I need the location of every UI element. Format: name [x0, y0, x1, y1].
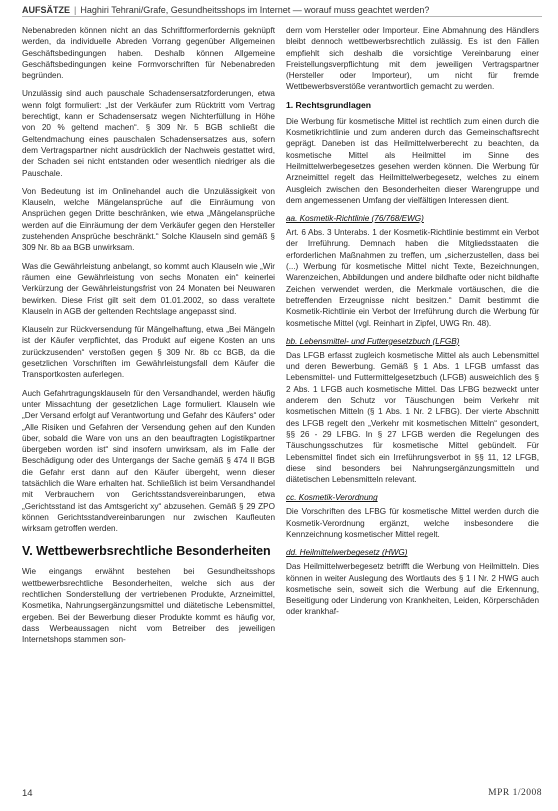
paragraph: Was die Gewährleistung anbelangt, so kommt auch Klauseln wie „Wir räumen eine Gewährleistung von sechs Monaten ein“ keinerlei Verkürzung der Gewährleistungsfrist von 24 Monaten bei Neuwaren bewirken. Diese Frist gilt seit dem 01.01.2002, so dass veraltete Klauseln in AGB der geltenden Rechtslage angepasst sind. [22, 261, 275, 316]
paragraph: Die Vorschriften des LFBG für kosmetische Mittel werden durch die Kosmetik-Verordnung ergänzt, welche insbesondere die Kennzeichnung kosmetischer Mittel regelt. [286, 507, 539, 539]
section-label: AUFSÄTZE [22, 5, 70, 15]
paragraph: Wie eingangs erwähnt bestehen bei Gesundheitsshops wettbewerbsrechtliche Besonderheiten, welche sich aus der rechtlichen Sonderstellung der vertriebenen Produkte, Arzneimittel, Kosmetika, Nahrungsergänzungsmittel und diätetische Lebensmittel, ergeben. Bei der Bewerbung dieser Produkte kommt es häufig vor, dass Werbeaussagen nicht vom Betreiber des jeweiligen Internetshops stammen son- [22, 567, 275, 645]
right-column [286, 25, 539, 780]
section-heading: V. Wettbewerbsrechtliche Besonderheiten [22, 544, 271, 559]
journal-issue: MPR 1/2008 [488, 788, 542, 798]
running-header [22, 4, 542, 17]
header-separator: | [74, 5, 77, 15]
subsection-heading: 1. Rechtsgrundlagen [286, 99, 371, 110]
paragraph: Klauseln zur Rückversendung für Mängelhaftung, etwa „Bei Mängeln ist der Käufer verpflichtet, das Produkt auf eigene Kosten an uns zurückzusenden“ verstoßen gegen § 309 Nr. 8b cc BGB, da die gesetzlichen Vorschriften im Gewährleistungsfall dem Käufer die Transportkosten auferlegen. [22, 325, 275, 380]
paragraph: Art. 6 Abs. 3 Unterabs. 1 der Kosmetik-Richtlinie bestimmt ein Verbot der Irreführung. Demnach haben die Mitgliedsstaaten die erforderlichen Maßnahmen zu treffen, um „sicherzustellen, dass bei (...) Werbung für kosmetische Mittel nicht Texte, Bezeichnungen, Warenzeichen, Abbildungen und andere bildhafte oder nicht bildhafte Zeichen verwendet werden, die Merkmale vortäuschen, die die betreffenden Erzeugnisse nicht besitzen.“ Damit bestimmt die Kosmetik-Richtlinie ein Verbot der Irreführung durch die Werbung für kosmetische Mittel (vgl. Reinhart in Zipfel, UWG Rn. 48). [286, 228, 539, 328]
left-column [22, 25, 275, 780]
page-footer [22, 786, 542, 800]
paragraph: Das Heilmittelwerbegesetz betrifft die Werbung von Heilmitteln. Dies können in weiter Auslegung des Wortlauts des § 1 I Nr. 2 HWG auch kosmetische sein, soweit sich die Werbung auf die Erkennung, Beseitigung oder Linderung von Krankheiten, Leiden, Körperschäden oder krankhaf- [286, 562, 539, 617]
paragraph: Von Bedeutung ist im Onlinehandel auch die Unzulässigkeit von Klauseln, welche Mängelansprüche auf die Einräumung von Ansprüchen gegen Dritte beschränken, wie etwa „Mängelansprüche werden auf die Einräumung der dem Verkäufer gegen den Hersteller zustehenden Ansprüche beschränkt.“ Solche Klauseln sind gemäß § 309 Nr. 8b aa BGB unwirksam. [22, 186, 275, 253]
paragraph: Die Werbung für kosmetische Mittel ist rechtlich zum einen durch die Kosmetikrichtlinie und zum anderen durch das Gemeinschaftsrecht geprägt. Daneben ist das Heilmittelwerberecht zu beachten, da kosmetische Mittel als Heilmittel im Sinne des Heilmittelwerbegesetzes gesehen werden können. Die Werbung für Arzneimittel regelt das Heilmittelwerbegesetz, welches zu einem Ausgleich zwischen den Besonderheiten dieser Warengruppe und dem angemessenen Umfang der vielfältigen Interessen dient. [286, 116, 539, 205]
paragraph: Das LFGB erfasst zugleich kosmetische Mittel als auch Lebensmittel und deren Bewerbung. Gemäß § 1 Abs. 1 LFGB umfasst das Lebensmittel- und Futtermittelgesetzbuch (LFGB) ausweichlich des § 2 Abs. 1 LFGB auch kosmetische Mittel. Das LFBG bezweckt unter anderem den Schutz vor Täuschungen beim Verkehr mit kosmetischen Mitteln (§ 1 Abs. 1 Nr. 2 LFBG). Der vierte Abschnitt des LFGB regelt den „Verkehr mit kosmetischen Mitteln“ gesondert, §§ 26 - 29 LFBG. In § 27 LFGB werden die Regelungen des Täuschungsschutzes für kosmetische Mittel gebündelt. Für Lebensmittel findet sich ein Irreführungsverbot in §§ 11, 12 LFGB, diese sind besonders bei Nahrungsergänzungsmitteln und diätetischen Lebensmitteln relevant. [286, 350, 539, 485]
subheading: cc. Kosmetik-Verordnung [286, 493, 378, 503]
subheading: dd. Heilmittelwerbegesetz (HWG) [286, 548, 408, 558]
paragraph: dern vom Hersteller oder Importeur. Eine Abmahnung des Händlers bleibt dennoch wettbewerbsrechtlich zulässig. Es ist den Fällen empfiehlt sich deshalb die vorsichtige Vereinbarung einer Freistellungsverpflichtung mit dem jeweiligen Vertragspartner (Hersteller oder Importeur), um nicht für fremde Wettbewerbsverstöße verantwortlich gemacht zu werden. [286, 26, 539, 92]
subheading: bb. Lebensmittel- und Futtergesetzbuch (LFGB) [286, 336, 460, 346]
paragraph: Auch Gefahrtragungsklauseln für den Versandhandel, werden häufig unter Missachtung der gesetzlichen Lage formuliert. Klauseln wie „Der Versand erfolgt auf Verantwortung und Gefahr des Käufers“ oder „Alle Risiken und Gefahren der Versendung gehen auf den Kunden über, sobald die Ware von uns an den beauftragten Logistikpartner übergeben worden ist“ sind insofern unwirksam, als im Falle der Beschädigung oder des Untergangs der Sache gemäß § 474 II BGB die Gefahr erst dann auf den Käufer übergeht, wenn dieser tatsächlich die Ware erhalten hat. Schließlich ist beim Versandhandel mit Verbrauchern von Gerichtsstandsvereinbarungen, etwa „Gerichtsstand ist das Amtsgericht xy“ abzusehen. Gemäß § 29 ZPO können Gerichtsstandvereinbarungen nur zwischen Kaufleuten wirksam getroffen werden. [22, 388, 275, 534]
running-title: Haghiri Tehrani/Grafe, Gesundheitsshops im Internet — worauf muss geachtet werden? [80, 5, 430, 15]
subheading: aa. Kosmetik-Richtlinie (76/768/EWG) [286, 214, 424, 224]
page-number: 14 [22, 787, 33, 799]
paragraph: Nebenabreden können nicht an das Schriftformerfordernis geknüpft werden, da individuelle Abreden Vorrang gegenüber Allgemeinen Geschäftsbedingungen haben. Deshalb können Allgemeine Geschäftsbedingungen keine Formvorschriften für Nebenabreden begründen. [22, 26, 275, 81]
paragraph: Unzulässig sind auch pauschale Schadensersatzforderungen, etwa wenn folgt formuliert: „Ist der Verkäufer zum Rücktritt vom Vertrag berechtigt, kann er Schadensersatz wegen Nichterfüllung in Höhe von 20 % geltend machen“. § 309 Nr. 5 BGB schließt die Geltendmachung eines pauschalen Schadensersatzes aus, sofern dem Vertragspartner nicht ausdrücklich der Nachweis gestattet wird, der Schaden sei nicht entstanden oder wesentlich niedriger als die Pauschale. [22, 89, 275, 178]
